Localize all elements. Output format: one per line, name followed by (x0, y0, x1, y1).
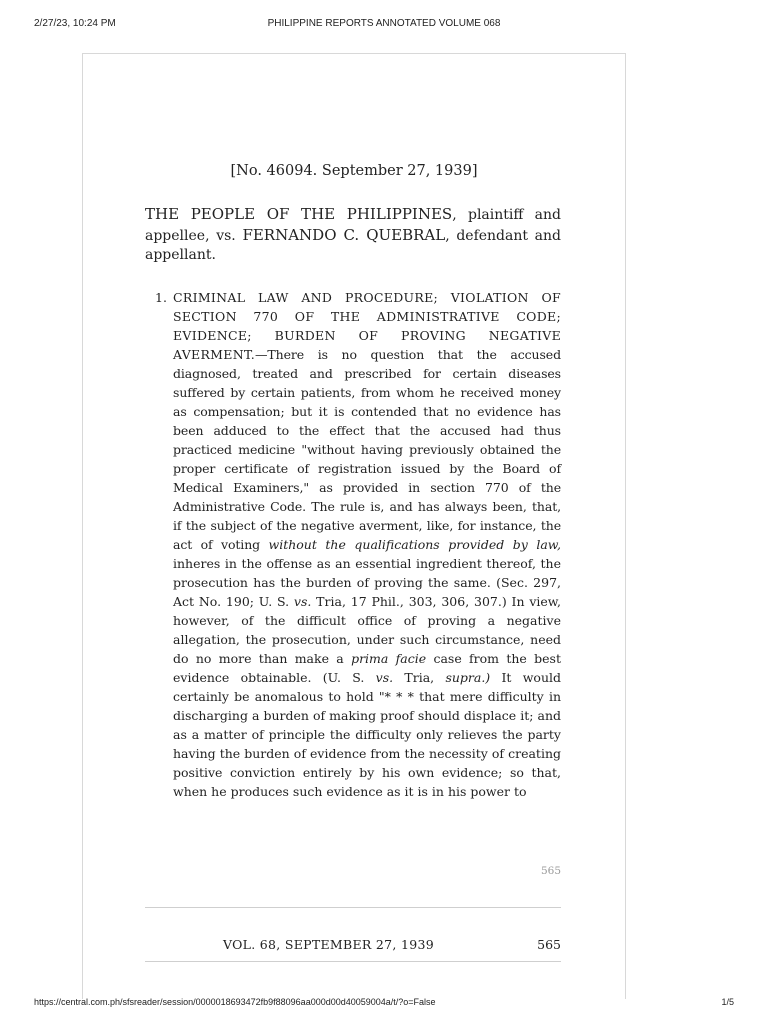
syllabus-italic-4: vs. (375, 670, 394, 685)
syllabus-text-3: Tria, 17 Phil., 303, 306, 307.) In view, however, of the difficult office of proving a negative allegation, the prosecution, under such circumstance, need do no more than make a (173, 594, 561, 666)
print-datetime: 2/27/23, 10:24 PM (34, 18, 116, 29)
plaintiff-name: THE PEOPLE OF THE PHILIPPINES (145, 205, 453, 223)
syllabus-text-5: Tria, (393, 670, 446, 685)
print-footer (34, 997, 734, 1011)
print-document-title: PHILIPPINE REPORTS ANNOTATED VOLUME 068 (267, 18, 501, 29)
print-page-count: 1/5 (721, 997, 734, 1007)
syllabus-italic-2: vs. (293, 594, 312, 609)
syllabus-number: 1. (155, 290, 167, 305)
print-url: https://central.com.ph/sfsreader/session/0000018693472fb9f88096aa000d00d40059004a/t/?o=False (34, 997, 436, 1007)
running-head-page: 565 (537, 937, 561, 952)
plaintiff-role: , plaintiff and appellee, vs. (145, 207, 561, 244)
syllabus-text-1: —There is no question that the accused diagnosed, treated and prescribed for certain diseases suffered by certain patients, from whom he received money as compensation; but it is contended that no evidence has been adduced to the effect that the accused had thus practiced medicine "without having previously obtained the proper certificate of registration issued by the Board of Medical Examiners," as provided in section 770 of the Administrative Code. The rule is, and has always been, that, if the subject of the negative averment, like, for instance, the act of voting (173, 347, 561, 552)
divider (145, 961, 561, 962)
syllabus-text-6: It would certainly be anomalous to hold "* * * that mere difficulty in discharging a burden of making proof should displace it; and as a matter of principle the difficulty only relieves the party having the burden of evidence from the necessity of creating positive conviction entirely by his own evidence; so that, when he produces such evidence as it is in his power to (173, 670, 561, 799)
docket-number: [No. 46094. September 27, 1939] (230, 163, 478, 179)
syllabus-italic-3: prima facie (351, 651, 427, 666)
syllabus-text-2: inheres in the offense as an essential ingredient thereof, the prosecution has the burden of proving the same. (Sec. 297, Act No. 190; U. S. (173, 556, 561, 609)
syllabus-item (155, 288, 561, 801)
page-number: 565 (540, 865, 561, 877)
syllabus-italic-1: without the qualifications provided by law, (268, 537, 561, 552)
syllabus-italic-5: supra.) (445, 670, 491, 685)
syllabus-text-4: case from the best evidence obtainable. (U. S. (173, 651, 561, 685)
case-caption (145, 205, 561, 266)
syllabus-heading: CRIMINAL LAW AND PROCEDURE; VIOLATION OF SECTION 770 OF THE ADMINISTRATIVE CODE; EVIDENCE; BURDEN OF PROVING NEGATIVE AVERMENT. (173, 290, 561, 362)
print-header (34, 18, 734, 32)
running-head-volume: VOL. 68, SEPTEMBER 27, 1939 (223, 937, 434, 952)
document-page (82, 53, 626, 999)
defendant-role: , defendant and appellant. (145, 227, 562, 263)
divider (145, 907, 561, 908)
defendant-name: FERNANDO C. QUEBRAL (242, 225, 446, 244)
syllabus-paragraph (173, 288, 561, 801)
